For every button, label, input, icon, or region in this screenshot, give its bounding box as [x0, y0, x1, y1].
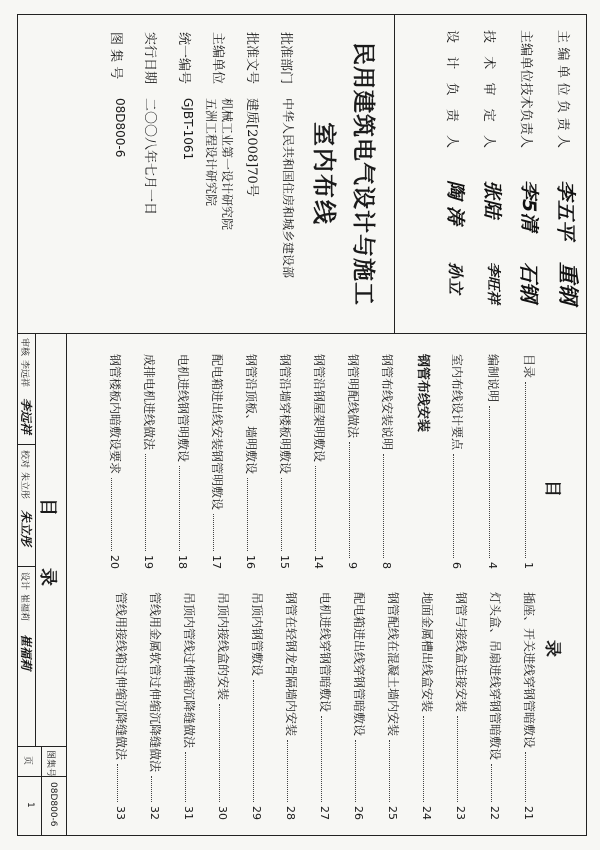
- handwritten-signature: 孙立: [446, 262, 465, 295]
- toc-heading: 录: [542, 640, 562, 657]
- handwritten-signature: 李旺祥: [485, 262, 501, 304]
- approval-row-2: [515, 30, 541, 148]
- toc-entry[interactable]: 钢管楼板内暗敷设要求 20: [108, 354, 122, 569]
- date-label: 实行日期: [142, 32, 157, 85]
- editor-2: 五洲工程设计研究院: [204, 98, 218, 207]
- toc-entry[interactable]: 电机进线钢管明敷设 18: [176, 354, 190, 569]
- toc-entry[interactable]: 钢管沿墙穿楼板明敷设 15: [278, 354, 292, 569]
- toc-entry[interactable]: 吊顶内接线盒的安装 30: [216, 592, 230, 820]
- title-block-title: 目: [37, 498, 58, 516]
- handwritten-signature: 李远祥: [19, 398, 33, 435]
- handwritten-signature: 崔福莉: [19, 634, 33, 671]
- editor-label: 主编单位: [210, 32, 225, 85]
- handwritten-signature: 李五平: [554, 180, 578, 240]
- approval-role: 主编单位技术负责人: [518, 30, 534, 148]
- toc-entry[interactable]: 电机进线穿钢管暗敷设 27: [318, 592, 332, 820]
- approve-dept: 中华人民共和国住房和城乡建设部: [281, 98, 295, 279]
- toc-entry[interactable]: 编制说明 4: [486, 354, 500, 569]
- handwritten-signature: 石钢: [517, 262, 541, 302]
- handwritten-signature: 张陆: [481, 180, 503, 219]
- title-block-title: 录: [37, 568, 58, 586]
- approve-no-label: 批准文号: [244, 32, 259, 85]
- approval-row-1: [552, 30, 578, 148]
- approval-role: 技术审定人: [481, 30, 497, 148]
- handwritten-signature: 重钢: [556, 262, 580, 304]
- page-label: 页: [22, 756, 32, 766]
- design-name: 崔福莉: [19, 594, 29, 622]
- toc-entry[interactable]: 灯头盒、吊扇进线穿钢管暗敷设 22: [488, 592, 502, 820]
- toc-entry[interactable]: 吊顶内管线过伸缩沉降缝做法 31: [182, 592, 196, 820]
- approval-row-3: [478, 30, 504, 148]
- toc-entry[interactable]: 成排电机进线做法 19: [142, 354, 156, 569]
- atlas-label: 图集号: [45, 750, 55, 778]
- toc-heading: 目: [542, 480, 562, 497]
- toc-entry[interactable]: 管线用金属软管过伸缩沉降缝做法 32: [148, 592, 162, 820]
- main-title: 民用建筑电气设计与施工: [350, 42, 376, 306]
- toc-entry[interactable]: 钢管沿钢屋架明敷设 14: [312, 354, 326, 569]
- handwritten-signature: 李5清: [518, 180, 540, 232]
- toc-entry[interactable]: 插座、开关进线穿钢管暗敷设 21: [522, 592, 536, 820]
- approve-dept-label: 批准部门: [278, 32, 293, 85]
- check-label: 校对: [19, 450, 29, 469]
- toc-entry[interactable]: 吊顶内钢管敷设 29: [250, 592, 264, 820]
- toc-entry[interactable]: 管线用接线箱过伸缩沉降缝做法 33: [114, 592, 128, 820]
- unified-no: GJBT-1061: [181, 98, 195, 161]
- page-number: 1: [25, 802, 35, 808]
- approval-row-4: [441, 30, 467, 148]
- editor-1: 机械工业第一设计研究院: [220, 98, 234, 231]
- audit-label: 审核: [19, 338, 29, 357]
- audit-name: 李远祥: [19, 360, 29, 388]
- toc-entry[interactable]: 钢管沿顶板、墙明敷设 16: [244, 354, 258, 569]
- handwritten-signature: 陶 涛: [444, 180, 466, 225]
- toc-entry[interactable]: 配电箱进出线安装钢管明敷设 17: [210, 354, 224, 569]
- toc-entry[interactable]: 钢管在轻钢龙骨隔墙内安装 28: [284, 592, 298, 820]
- toc-entry[interactable]: 配电箱进出线穿钢管暗敷设 26: [352, 592, 366, 820]
- toc-section-heading: 钢管布线安装: [415, 354, 430, 433]
- unified-no-label: 统一编号: [176, 32, 191, 85]
- approve-no: 建质[2008]70号: [244, 98, 259, 197]
- atlas-no-label: 图 集 号: [108, 32, 123, 80]
- toc-entry[interactable]: 钢管配线在混凝土墙内安装 25: [386, 592, 400, 820]
- check-name: 朱立彤: [19, 472, 29, 500]
- toc-entry[interactable]: 目录 1: [522, 354, 536, 569]
- approval-role: 主编单位负责人: [555, 30, 571, 148]
- effective-date: 二〇〇八年七月一日: [142, 98, 157, 216]
- toc-entry[interactable]: 室内布线设计要点 6: [450, 354, 464, 569]
- atlas-no: 08D800-6: [113, 98, 127, 158]
- handwritten-signature: 朱立彤: [19, 510, 33, 547]
- toc-entry[interactable]: 钢管明配线做法 9: [346, 354, 360, 569]
- title-block: [17, 334, 67, 836]
- atlas-value: 08D800-6: [48, 782, 58, 827]
- main-subtitle: 室内布线: [310, 122, 338, 226]
- toc-entry[interactable]: 钢管布线安装说明 8: [380, 354, 394, 569]
- design-label: 设计: [19, 572, 29, 591]
- toc-entry[interactable]: 钢管与接线盒连接安装 23: [454, 592, 468, 820]
- approval-role: 设计负责人: [444, 30, 460, 148]
- toc-entry[interactable]: 地面金属槽出线盒安装 24: [420, 592, 434, 820]
